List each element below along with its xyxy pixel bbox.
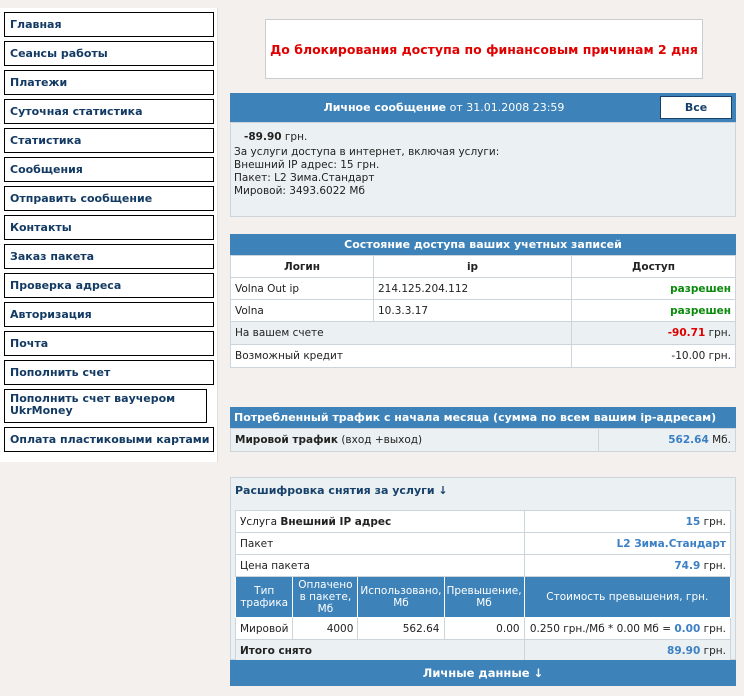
total-unit: грн. bbox=[700, 644, 726, 657]
column-header-access: Доступ bbox=[572, 256, 736, 278]
message-line: За услуги доступа в интернет, включая услуги: bbox=[234, 146, 500, 158]
package-value: L2 Зима.Стандарт bbox=[524, 533, 730, 555]
price-value-cell bbox=[524, 555, 730, 577]
all-messages-button[interactable]: Все bbox=[660, 96, 732, 119]
credit-value: -10.00 грн. bbox=[572, 345, 736, 368]
total-value-cell bbox=[524, 640, 730, 662]
table-row bbox=[236, 555, 731, 577]
message-panel bbox=[230, 93, 736, 217]
row-paid: 4000 bbox=[293, 618, 358, 640]
row-cost-value: 0.00 bbox=[674, 622, 701, 635]
traffic-title: Потребленный трафик с начала месяца (сумма по всем вашим ip-адресам) bbox=[230, 407, 736, 428]
service-value-cell bbox=[524, 511, 730, 533]
nav-item-messages[interactable]: Сообщения bbox=[4, 157, 214, 182]
service-label: Услуга bbox=[240, 515, 281, 528]
row-cost bbox=[524, 618, 730, 640]
column-header-paid: Оплачено в пакете, Мб bbox=[293, 577, 358, 618]
row-type: Мировой bbox=[236, 618, 293, 640]
nav-item-order-package[interactable]: Заказ пакета bbox=[4, 244, 214, 269]
message-amount: -89.90 bbox=[244, 131, 282, 143]
login-cell: Volna bbox=[231, 300, 374, 322]
table-row bbox=[231, 278, 736, 300]
service-label-cell bbox=[236, 511, 525, 533]
traffic-breakdown-header bbox=[236, 577, 731, 618]
nav-item-daily-stats[interactable]: Суточная статистика bbox=[4, 99, 214, 124]
row-cost-text: 0.250 грн./Мб * 0.00 Мб = bbox=[529, 622, 675, 635]
traffic-table bbox=[230, 428, 736, 452]
nav-item-contacts[interactable]: Контакты bbox=[4, 215, 214, 240]
credit-row bbox=[231, 345, 736, 368]
nav-item-top-up[interactable]: Пополнить счет bbox=[4, 360, 214, 385]
service-value: 15 bbox=[685, 515, 701, 528]
column-header-used: Использовано, Мб bbox=[358, 577, 444, 618]
package-label: Пакет bbox=[236, 533, 525, 555]
table-row bbox=[231, 300, 736, 322]
access-status: разрешен bbox=[572, 278, 736, 300]
nav-item-send-message[interactable]: Отправить сообщение bbox=[4, 186, 214, 211]
traffic-value: 562.64 bbox=[668, 434, 709, 446]
ip-cell: 214.125.204.112 bbox=[374, 278, 572, 300]
message-title bbox=[230, 101, 658, 114]
balance-row bbox=[231, 322, 736, 345]
ip-cell: 10.3.3.17 bbox=[374, 300, 572, 322]
message-line: Внешний IP адрес: 15 грн. bbox=[234, 159, 380, 171]
price-label: Цена пакета bbox=[236, 555, 525, 577]
message-line: Пакет: L2 Зима.Стандарт bbox=[234, 172, 375, 184]
currency-unit: грн. bbox=[700, 515, 726, 528]
blocking-alert: До блокирования доступа по финансовым причинам 2 дня bbox=[265, 19, 703, 79]
traffic-panel bbox=[230, 407, 736, 452]
traffic-unit: Мб. bbox=[708, 434, 731, 446]
nav-item-stats[interactable]: Статистика bbox=[4, 128, 214, 153]
credit-label: Возможный кредит bbox=[231, 345, 572, 368]
currency-unit: грн. bbox=[700, 559, 726, 572]
balance-cell bbox=[572, 322, 736, 345]
row-over: 0.00 bbox=[444, 618, 524, 640]
access-table bbox=[230, 255, 736, 368]
message-line: Мировой: 3493.6022 Мб bbox=[234, 185, 365, 197]
column-header-ip: ip bbox=[374, 256, 572, 278]
nav-item-payments[interactable]: Платежи bbox=[4, 70, 214, 95]
traffic-label bbox=[231, 429, 599, 452]
balance-label: На вашем счете bbox=[231, 322, 572, 345]
charges-panel bbox=[230, 477, 736, 660]
access-status: разрешен bbox=[572, 300, 736, 322]
table-row bbox=[236, 511, 731, 533]
column-header-over: Превышение, Мб bbox=[444, 577, 524, 618]
row-used: 562.64 bbox=[358, 618, 444, 640]
total-value: 89.90 bbox=[667, 644, 701, 657]
message-title-bold: Личное сообщение bbox=[323, 101, 447, 114]
sidebar-menu bbox=[0, 8, 218, 462]
message-amount-unit: грн. bbox=[281, 131, 308, 143]
charges-table bbox=[235, 510, 731, 662]
message-body bbox=[230, 122, 736, 217]
message-header bbox=[230, 93, 736, 122]
nav-item-authorization[interactable]: Авторизация bbox=[4, 302, 214, 327]
message-date: от 31.01.2008 23:59 bbox=[446, 101, 565, 114]
nav-item-sessions[interactable]: Сеансы работы bbox=[4, 41, 214, 66]
login-cell: Volna Out ip bbox=[231, 278, 374, 300]
column-header-type: Тип трафика bbox=[236, 577, 293, 618]
balance-value: -90.71 bbox=[667, 327, 706, 339]
balance-unit: грн. bbox=[705, 327, 731, 339]
total-label: Итого снято bbox=[236, 640, 525, 662]
traffic-value-cell bbox=[599, 429, 736, 452]
total-row bbox=[236, 640, 731, 662]
service-name: Внешний IP адрес bbox=[280, 515, 392, 528]
traffic-label-bold: Мировой трафик bbox=[235, 434, 338, 446]
nav-item-home[interactable]: Главная bbox=[4, 12, 214, 37]
price-value: 74.9 bbox=[674, 559, 701, 572]
personal-data-bar bbox=[230, 660, 736, 686]
column-header-login: Логин bbox=[231, 256, 374, 278]
personal-data-toggle[interactable]: Личные данные ↓ bbox=[230, 660, 736, 686]
nav-item-card-payment[interactable]: Оплата пластиковыми картами bbox=[4, 427, 214, 452]
table-row bbox=[231, 429, 736, 452]
traffic-label-rest: (вход +выход) bbox=[338, 434, 423, 446]
column-header-cost: Стоимость превышения, грн. bbox=[524, 577, 730, 618]
nav-item-mail[interactable]: Почта bbox=[4, 331, 214, 356]
nav-item-top-up-voucher[interactable]: Пополнить счет ваучером UkrMoney bbox=[4, 389, 207, 423]
access-panel bbox=[230, 234, 736, 368]
charges-title[interactable]: Расшифровка снятия за услуги ↓ bbox=[235, 484, 448, 497]
nav-item-check-address[interactable]: Проверка адреса bbox=[4, 273, 214, 298]
table-row bbox=[236, 533, 731, 555]
table-row bbox=[236, 618, 731, 640]
row-cost-unit: грн. bbox=[700, 622, 726, 635]
access-title: Состояние доступа ваших учетных записей bbox=[230, 234, 736, 255]
